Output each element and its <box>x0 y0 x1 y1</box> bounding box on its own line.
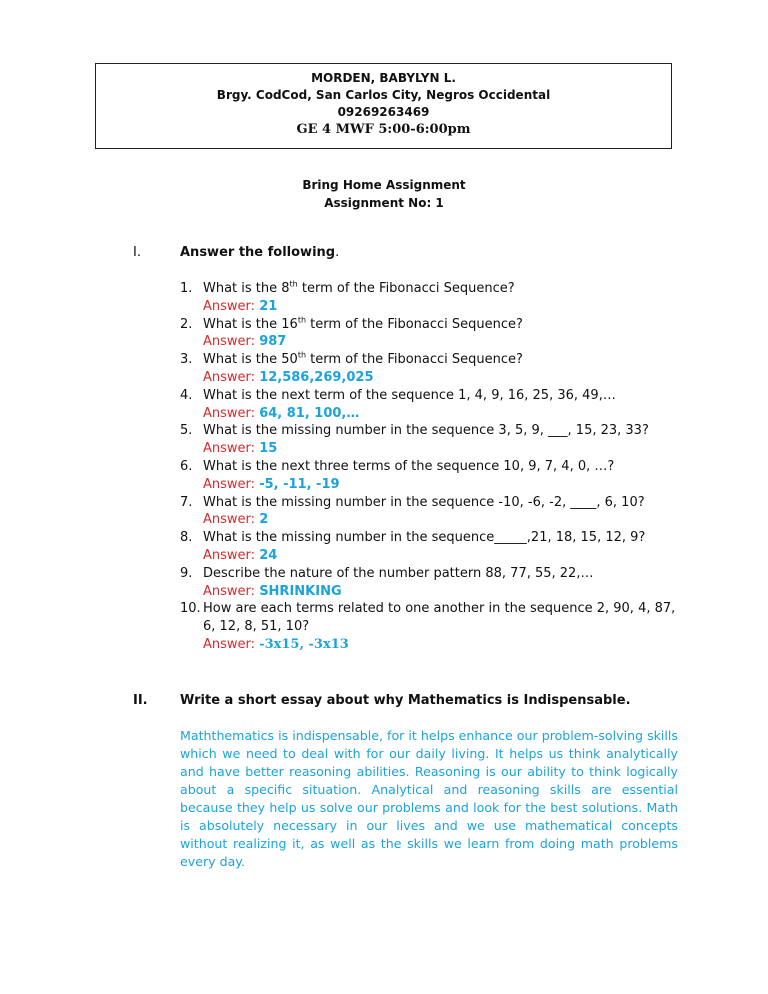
question-item <box>180 351 680 387</box>
student-name: MORDEN, BABYLYN L. <box>311 71 456 85</box>
answer-value: 15 <box>259 441 278 457</box>
question-text-rest: term of the Fibonacci Sequence? <box>297 281 515 296</box>
question-item <box>180 280 680 316</box>
answer-label: Answer: <box>203 583 256 599</box>
answer-line <box>203 511 680 529</box>
answer-label: Answer: <box>203 512 256 528</box>
answer-label: Answer: <box>203 547 256 563</box>
question-text <box>203 351 680 369</box>
answer-line <box>203 476 680 494</box>
answer-value: SHRINKING <box>259 583 342 599</box>
question-list <box>180 280 680 654</box>
question-item <box>180 494 680 530</box>
answer-line <box>203 369 680 387</box>
answer-value: 64, 81, 100,… <box>259 405 360 421</box>
question-text <box>203 387 680 405</box>
answer-line <box>203 298 680 316</box>
answer-label: Answer: <box>203 476 256 492</box>
question-text <box>203 494 680 512</box>
question-number: 5. <box>180 423 193 439</box>
answer-label: Answer: <box>203 441 256 457</box>
question-number: 6. <box>180 458 193 474</box>
question-text-main: What is the 50 <box>203 352 298 368</box>
question-text <box>203 529 680 547</box>
question-number: 4. <box>180 387 193 403</box>
question-text-main: How are each terms related to one another in the sequence 2, 90, 4, 87, 6, 12, 8, 51, 10? <box>203 601 676 635</box>
answer-label: Answer: <box>203 369 256 385</box>
answer-value: 2 <box>259 512 269 528</box>
question-number: 8. <box>180 530 193 546</box>
answer-line <box>203 333 680 351</box>
assignment-title: Bring Home Assignment <box>302 178 466 192</box>
question-number: 7. <box>180 494 193 510</box>
question-text-main: What is the 8 <box>203 281 290 296</box>
assignment-title-block <box>0 176 768 212</box>
question-number: 2. <box>180 316 193 332</box>
answer-label: Answer: <box>203 334 256 350</box>
section-1-heading-period: . <box>335 245 340 260</box>
answer-value: 12,586,269,025 <box>259 369 374 385</box>
answer-label: Answer: <box>203 636 256 652</box>
question-text-main: What is the missing number in the sequence_____,21, 18, 15, 12, 9? <box>203 530 646 546</box>
answer-value: 24 <box>259 547 278 563</box>
question-number: 9. <box>180 565 193 581</box>
section-1-heading <box>180 245 339 260</box>
question-number: 10. <box>180 601 201 617</box>
answer-label: Answer: <box>203 298 256 314</box>
question-text-main: What is the missing number in the sequence -10, -6, -2, ____, 6, 10? <box>203 494 645 510</box>
question-text <box>203 422 680 440</box>
question-text <box>203 280 680 298</box>
answer-value: -5, -11, -19 <box>259 476 340 492</box>
student-info-box <box>95 63 672 149</box>
question-text <box>203 316 680 334</box>
answer-label: Answer: <box>203 405 256 421</box>
ordinal-suffix: th <box>297 350 307 360</box>
answer-line <box>203 636 680 654</box>
ordinal-suffix: th <box>297 315 307 325</box>
question-text-main: What is the 16 <box>203 316 298 332</box>
question-item <box>180 316 680 352</box>
section-1-numeral: I. <box>133 245 141 260</box>
section-2-heading: Write a short essay about why Mathematics is Indispensable. <box>180 693 631 708</box>
question-text <box>203 600 680 636</box>
answer-line <box>203 405 680 423</box>
question-item <box>180 458 680 494</box>
assignment-number: Assignment No: 1 <box>324 196 444 210</box>
essay-paragraph: Maththematics is indispensable, for it helps enhance our problem-solving skills which we need to deal with for our daily living. It helps us think analytically and have better reasoning abilities. Reasoning is our ability to think logically about a specific situation. Analytical and reasoning skills are essential because they help us solve our problems and look for the best solutions. Math is absolutely necessary in our lives and we use mathematical concepts without realizing it, as well as the skills we learn from doing math problems every day. <box>180 728 678 869</box>
question-text-main: Describe the nature of the number pattern 88, 77, 55, 22,… <box>203 565 594 581</box>
question-text-main: What is the next three terms of the sequence 10, 9, 7, 4, 0, …? <box>203 458 615 474</box>
question-text-main: What is the missing number in the sequence 3, 5, 9, ___, 15, 23, 33? <box>203 423 649 439</box>
student-phone: 09269263469 <box>337 105 430 119</box>
question-item <box>180 387 680 423</box>
question-number: 3. <box>180 352 193 368</box>
question-text <box>203 565 680 583</box>
section-1-heading-text: Answer the following <box>180 245 336 260</box>
section-2-numeral: II. <box>133 693 148 708</box>
question-item <box>180 422 680 458</box>
question-text-main: What is the next term of the sequence 1, 4, 9, 16, 25, 36, 49,… <box>203 387 616 403</box>
answer-value: 987 <box>259 334 287 350</box>
question-text <box>203 458 680 476</box>
answer-line <box>203 583 680 601</box>
student-address: Brgy. CodCod, San Carlos City, Negros Occidental <box>216 88 551 102</box>
question-number: 1. <box>180 281 193 296</box>
answer-value: 21 <box>259 298 278 314</box>
question-item <box>180 529 680 565</box>
ordinal-suffix: th <box>289 279 298 289</box>
question-text-rest: term of the Fibonacci Sequence? <box>306 316 523 332</box>
answer-line <box>203 547 680 565</box>
question-item <box>180 565 680 601</box>
question-text-rest: term of the Fibonacci Sequence? <box>306 352 523 368</box>
answer-value: -3x15, -3x13 <box>259 636 349 652</box>
answer-line <box>203 440 680 458</box>
course-schedule: GE 4 MWF 5:00-6:00pm <box>296 122 471 137</box>
question-item <box>180 600 680 653</box>
